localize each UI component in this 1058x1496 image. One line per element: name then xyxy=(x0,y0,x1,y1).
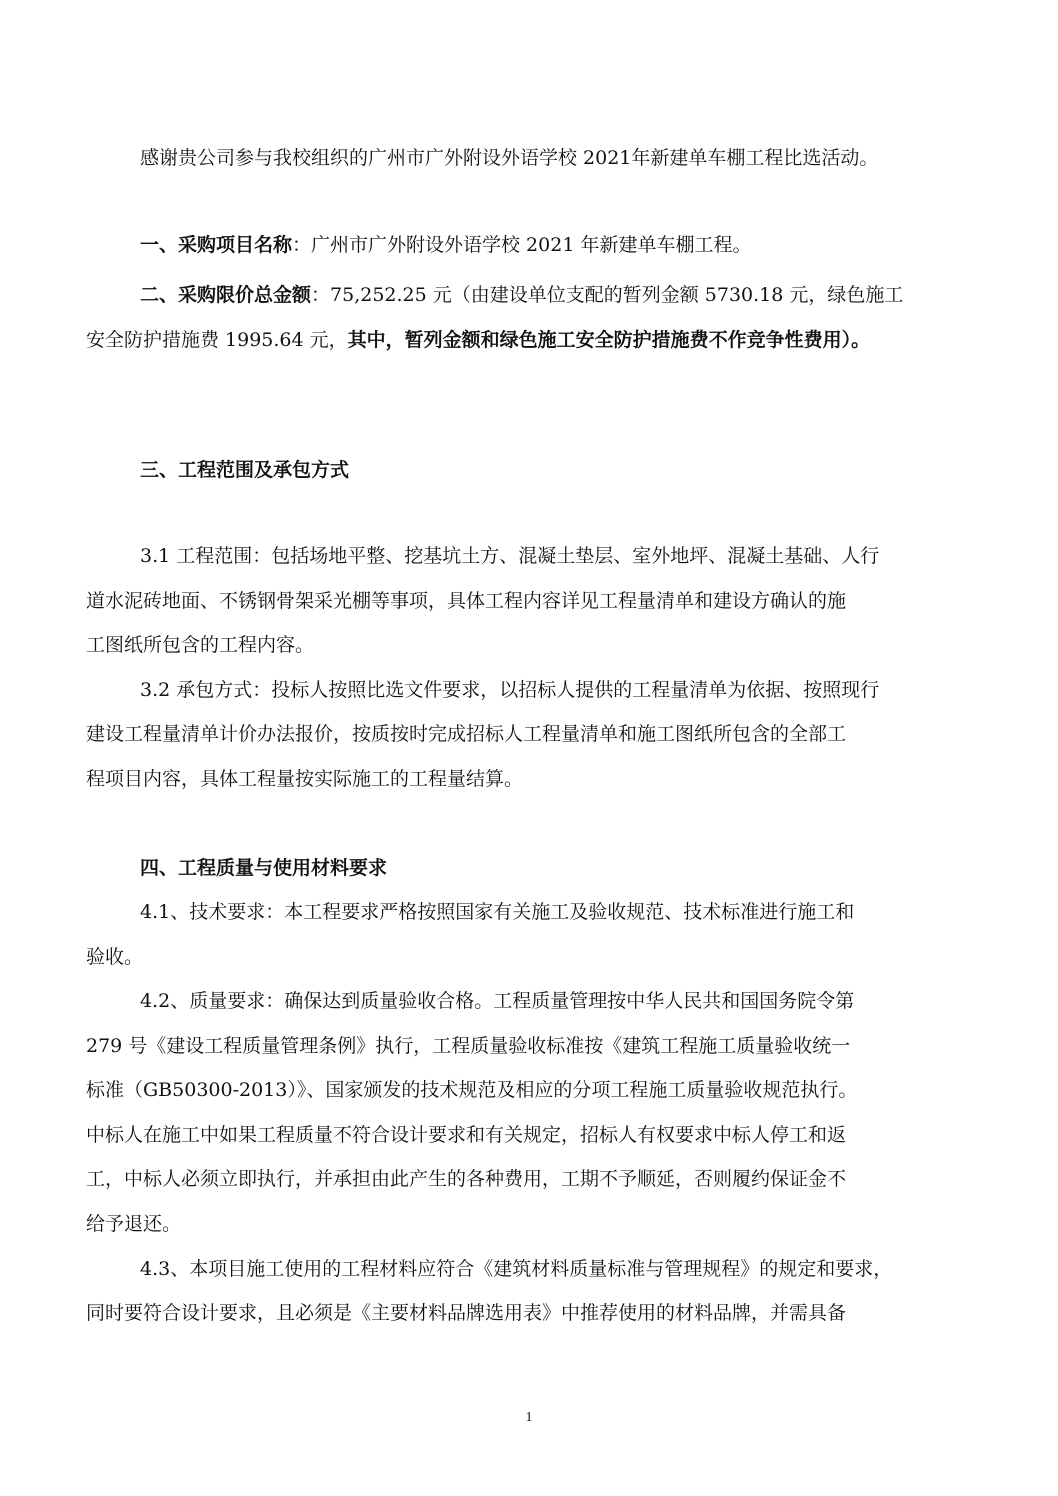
section-1-line xyxy=(140,232,1030,258)
section-3-heading: 三、工程范围及承包方式 xyxy=(140,459,350,481)
section-2-text: ：75,252.25 元（由建设单位支配的暂列金额 5730.18 元，绿色施工 xyxy=(311,284,904,306)
section-4-p2-line: 279 号《建设工程质量管理条例》执行，工程质量验收标准按《建筑工程施工质量验收统一 xyxy=(86,1035,851,1057)
section-3-p1-line: 工图纸所包含的工程内容。 xyxy=(86,634,315,656)
section-4-p3-line: 同时要符合设计要求，且必须是《主要材料品牌选用表》中推荐使用的材料品牌，并需具备 xyxy=(86,1302,847,1324)
section-3-p2-line: 建设工程量清单计价办法报价，按质按时完成招标人工程量清单和施工图纸所包含的全部工 xyxy=(86,723,847,745)
section-4-p2-line: 标准（GB50300-2013）》、国家颁发的技术规范及相应的分项工程施工质量验收规范执行。 xyxy=(86,1079,858,1101)
section-4-heading: 四、工程质量与使用材料要求 xyxy=(140,857,388,879)
section-1-text: ：广州市广外附设外语学校 2021 年新建单车棚工程。 xyxy=(292,234,752,256)
intro-line: 感谢贵公司参与我校组织的广州市广外附设外语学校 2021年新建单车棚工程比选活动。 xyxy=(140,147,879,169)
section-2-text-cont: 安全防护措施费 1995.64 元， xyxy=(86,329,348,351)
section-3-p1-line: 道水泥砖地面、不锈钢骨架采光棚等事项，具体工程内容详见工程量清单和建设方确认的施 xyxy=(86,590,847,612)
section-4-p2-line: 中标人在施工中如果工程质量不符合设计要求和有关规定，招标人有权要求中标人停工和返 xyxy=(86,1124,847,1146)
section-3-p2-line: 程项目内容，具体工程量按实际施工的工程量结算。 xyxy=(86,768,524,790)
section-2-label: 二、采购限价总金额 xyxy=(140,284,312,306)
section-4-p3-line: 4.3、本项目施工使用的工程材料应符合《建筑材料质量标准与管理规程》的规定和要求， xyxy=(140,1258,893,1280)
section-4-p1-line: 验收。 xyxy=(86,946,144,968)
section-4-p2-line: 给予退还。 xyxy=(86,1213,182,1235)
page-number: 1 xyxy=(525,1410,533,1425)
section-4-p2-line: 4.2、质量要求：确保达到质量验收合格。工程质量管理按中华人民共和国国务院令第 xyxy=(140,990,855,1012)
section-2-bold-note: 其中，暂列金额和绿色施工安全防护措施费不作竞争性费用）。 xyxy=(347,329,871,351)
section-4-p1-line: 4.1、技术要求：本工程要求严格按照国家有关施工及验收规范、技术标准进行施工和 xyxy=(140,901,855,923)
section-3-p2-line: 3.2 承包方式：投标人按照比选文件要求，以招标人提供的工程量清单为依据、按照现行 xyxy=(140,679,880,701)
section-1-label: 一、采购项目名称 xyxy=(140,234,293,256)
section-3-p1-line: 3.1 工程范围：包括场地平整、挖基坑土方、混凝土垫层、室外地坪、混凝土基础、人行 xyxy=(140,545,880,567)
section-2-line-2 xyxy=(86,327,976,353)
section-4-p2-line: 工，中标人必须立即执行，并承担由此产生的各种费用，工期不予顺延，否则履约保证金不 xyxy=(86,1168,847,1190)
section-2-line-1 xyxy=(140,282,1030,308)
